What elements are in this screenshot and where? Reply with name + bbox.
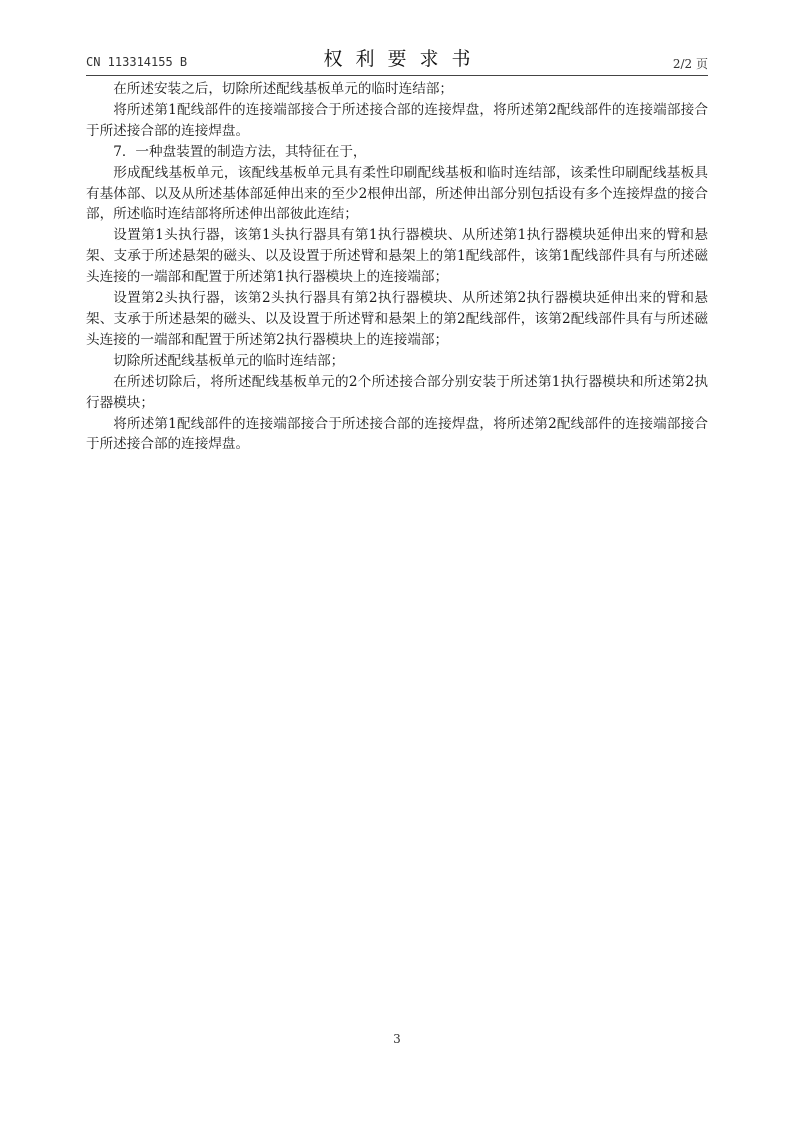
claims-body <box>86 79 708 455</box>
claim-paragraph: 将所述第1配线部件的连接端部接合于所述接合部的连接焊盘，将所述第2配线部件的连接端部接合于所述接合部的连接焊盘。 <box>86 101 708 139</box>
page-number: 3 <box>393 1032 401 1046</box>
claim-paragraph: 在所述切除后，将所述配线基板单元的2个所述接合部分别安装于所述第1执行器模块和所述第2执行器模块； <box>86 373 708 411</box>
header-divider <box>86 75 708 76</box>
claim-paragraph: 将所述第1配线部件的连接端部接合于所述接合部的连接焊盘，将所述第2配线部件的连接端部接合于所述接合部的连接焊盘。 <box>86 415 708 453</box>
claim-paragraph: 7．一种盘装置的制造方法，其特征在于， <box>113 143 367 160</box>
publication-number: CN 113314155 B <box>86 55 188 69</box>
document-title: 权利要求书 <box>323 48 484 70</box>
page-header <box>86 44 708 74</box>
claim-paragraph: 设置第2头执行器，该第2头执行器具有第2执行器模块、从所述第2执行器模块延伸出来的臂和悬架、支承于所述悬架的磁头、以及设置于所述臂和悬架上的第2配线部件，该第2配线部件具有与所述磁头连接的一端部和配置于所述第2执行器模块上的连接端部； <box>86 290 708 348</box>
claim-paragraph: 切除所述配线基板单元的临时连结部； <box>113 352 345 369</box>
claim-paragraph: 设置第1头执行器，该第1头执行器具有第1执行器模块、从所述第1执行器模块延伸出来的臂和悬架、支承于所述悬架的磁头、以及设置于所述臂和悬架上的第1配线部件，该第1配线部件具有与所述磁头连接的一端部和配置于所述第1执行器模块上的连接端部； <box>86 227 708 286</box>
claim-paragraph: 形成配线基板单元，该配线基板单元具有柔性印刷配线基板和临时连结部，该柔性印刷配线基板具有基体部、以及从所述基体部延伸出来的至少2根伸出部，所述伸出部分别包括设有多个连接焊盘的接合部，所述临时连结部将所述伸出部彼此连结； <box>86 164 708 223</box>
claim-paragraph: 在所述安装之后，切除所述配线基板单元的临时连结部； <box>113 81 454 97</box>
page-indicator: 2/2 页 <box>672 57 708 71</box>
